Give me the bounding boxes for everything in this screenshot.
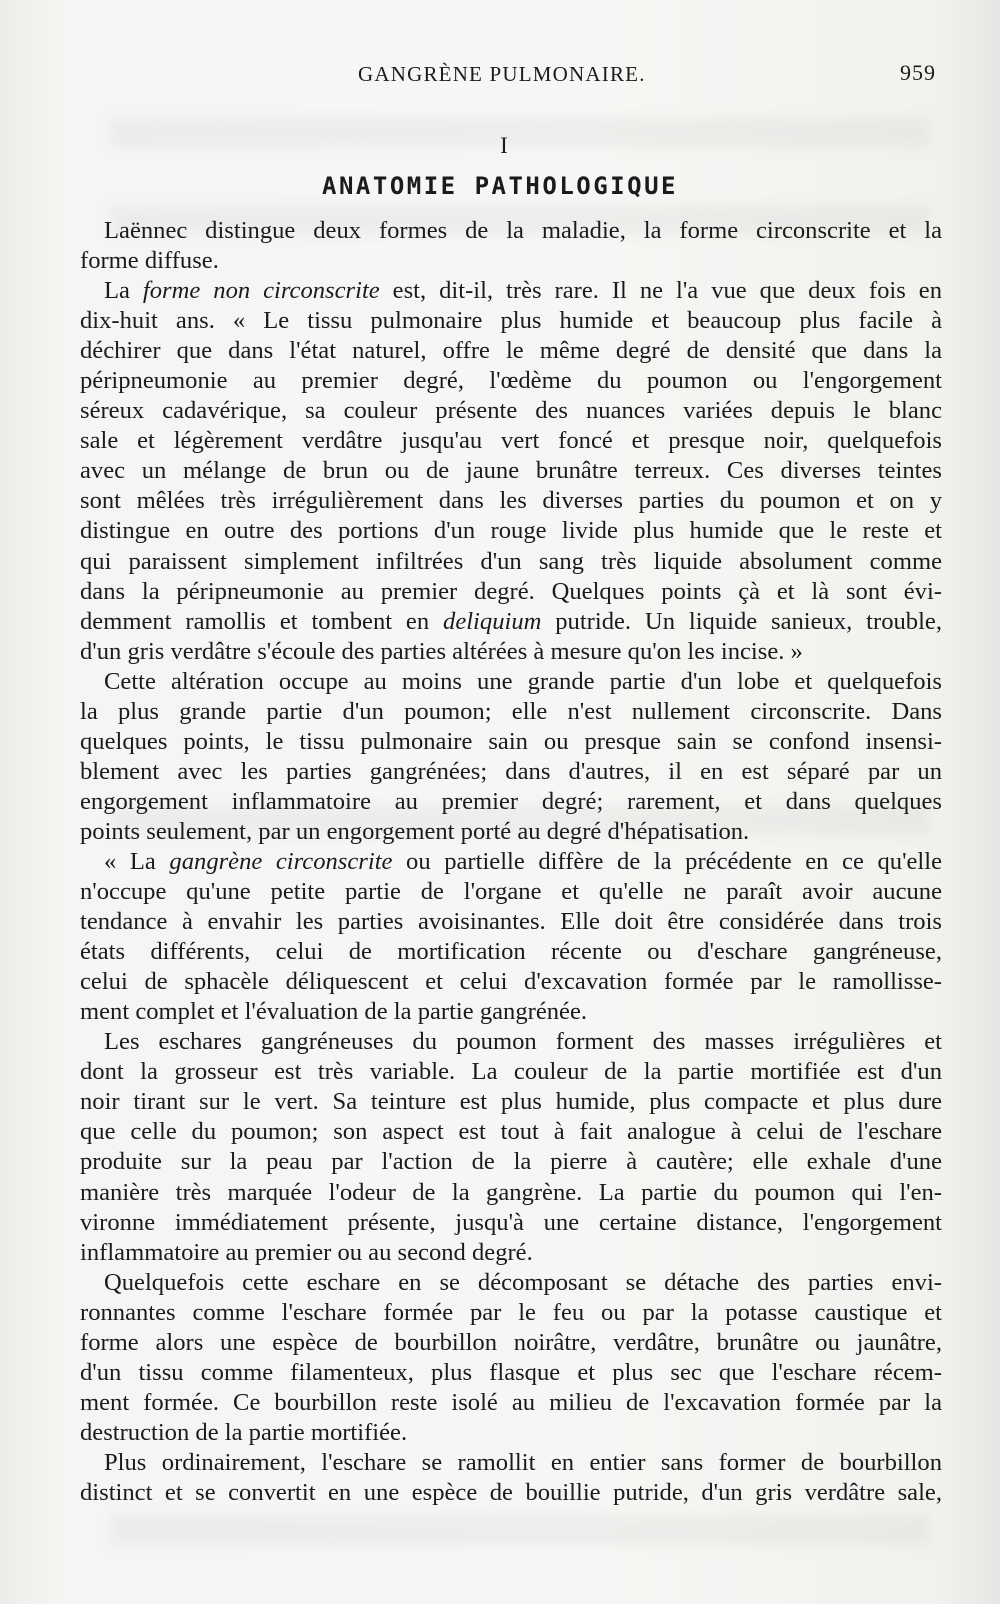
text-run: « La	[104, 847, 170, 875]
text-line	[80, 607, 942, 637]
text-run: inflammatoire au premier ou au second degré.	[80, 1238, 533, 1266]
text-run: noir tirant sur le vert. Sa teinture est plus humide, plus compacte et plus dure	[80, 1088, 942, 1116]
text-run: la plus grande partie d'un poumon; elle n'est nullement circonscrite. Dans	[80, 697, 942, 725]
text-run: ment complet et l'évaluation de la partie gangrénée.	[80, 998, 588, 1026]
show-through-shadow	[110, 1515, 930, 1545]
text-run: Les eschares gangréneuses du poumon forment des masses irrégulières et	[104, 1028, 942, 1056]
text-line	[80, 817, 942, 847]
running-title: GANGRÈNE PULMONAIRE.	[358, 62, 646, 86]
italic-text: forme non circonscrite	[142, 277, 380, 305]
text-run: blement avec les parties gangrénées; dans d'autres, il en est séparé par un	[80, 757, 942, 785]
text-line	[80, 456, 942, 486]
body-text	[80, 216, 942, 1508]
text-line	[80, 366, 942, 396]
text-line	[80, 877, 942, 907]
text-run: n'occupe qu'une petite partie de l'organe et qu'elle ne paraît avoir aucune	[80, 878, 942, 906]
text-run: distinct et se convertit en une espèce de bouillie putride, d'un gris verdâtre sale,	[80, 1478, 942, 1506]
text-run: sont mêlées très irrégulièrement dans les diverses parties du poumon et on y	[80, 487, 942, 515]
text-run: distingue en outre des portions d'un rouge livide plus humide que le reste et	[80, 517, 942, 545]
text-line	[80, 276, 942, 306]
text-line	[80, 1268, 942, 1298]
text-line	[80, 306, 942, 336]
text-line	[80, 997, 942, 1027]
text-line	[80, 396, 942, 426]
text-line	[80, 216, 942, 246]
text-run: forme alors une espèce de bourbillon noirâtre, verdâtre, brunâtre ou jaunâtre,	[80, 1328, 942, 1356]
text-run: ment formée. Ce bourbillon reste isolé au milieu de l'excavation formée par la	[80, 1388, 942, 1416]
italic-text: gangrène circonscrite	[169, 847, 393, 875]
text-run: Plus ordinairement, l'eschare se ramollit en entier sans former de bourbillon	[104, 1448, 942, 1476]
text-line	[80, 1418, 942, 1448]
text-run: celui de sphacèle déliquescent et celui d'excavation formée par le ramollisse-	[80, 968, 942, 996]
text-run: engorgement inflammatoire au premier degré; rarement, et dans quelques	[80, 787, 942, 815]
text-run: états différents, celui de mortification récente ou d'eschare gangréneuse,	[80, 938, 942, 966]
text-run: ronnantes comme l'eschare formée par le feu ou par la potasse caustique et	[80, 1298, 942, 1326]
text-run: Cette altération occupe au moins une grande partie d'un lobe et quelquefois	[104, 667, 942, 695]
text-line	[80, 1358, 942, 1388]
text-run: forme diffuse.	[80, 247, 219, 275]
text-run: produite sur la peau par l'action de la pierre à cautère; elle exhale d'une	[80, 1148, 942, 1176]
section-number: I	[500, 133, 508, 158]
section-title: ANATOMIE PATHOLOGIQUE	[322, 172, 678, 200]
text-line	[80, 516, 942, 546]
text-run: sale et légèrement verdâtre jusqu'au vert foncé et presque noir, quelquefois	[80, 427, 942, 455]
text-run: d'un tissu comme filamenteux, plus flasque et plus sec que l'eschare récem-	[80, 1358, 942, 1386]
text-run: que celle du poumon; son aspect est tout à fait analogue à celui de l'eschare	[80, 1118, 942, 1146]
running-head	[0, 62, 1000, 92]
text-line	[80, 1147, 942, 1177]
text-run: qui paraissent simplement infiltrées d'un sang très liquide absolument comme	[80, 547, 942, 575]
text-line	[80, 967, 942, 997]
text-line	[80, 547, 942, 577]
page-number: 959	[900, 60, 936, 85]
text-run: quelques points, le tissu pulmonaire sain ou presque sain se confond insensi-	[80, 727, 942, 755]
text-line	[80, 1117, 942, 1147]
text-line	[80, 486, 942, 516]
text-run: dont la grosseur est très variable. La couleur de la partie mortifiée est d'un	[80, 1058, 942, 1086]
text-line	[80, 1298, 942, 1328]
text-run: La	[104, 277, 143, 305]
italic-text: deliquium	[443, 607, 542, 635]
text-run: destruction de la partie mortifiée.	[80, 1418, 408, 1446]
text-run: tendance à envahir les parties avoisinantes. Elle doit être considérée dans trois	[80, 908, 942, 936]
text-line	[80, 1238, 942, 1268]
text-run: est, dit-il, très rare. Il ne l'a vue que deux fois en	[379, 277, 943, 305]
text-line	[80, 937, 942, 967]
text-line	[80, 727, 942, 757]
text-line	[80, 697, 942, 727]
text-run: Laënnec distingue deux formes de la maladie, la forme circonscrite et la	[104, 217, 942, 244]
text-run: Quelquefois cette eschare en se décomposant se détache des parties envi-	[104, 1268, 942, 1296]
text-line	[80, 637, 942, 667]
text-run: d'un gris verdâtre s'écoule des parties altérées à mesure qu'on les incise. »	[80, 637, 803, 665]
text-run: manière très marquée l'odeur de la gangrène. La partie du poumon qui l'en-	[80, 1178, 942, 1206]
text-run: séreux cadavérique, sa couleur présente des nuances variées depuis le blanc	[80, 397, 942, 425]
text-line	[80, 1057, 942, 1087]
text-line	[80, 1178, 942, 1208]
text-run: demment ramollis et tombent en	[80, 607, 444, 635]
text-line	[80, 1478, 942, 1508]
text-line	[80, 667, 942, 697]
text-line	[80, 1027, 942, 1057]
text-line	[80, 1328, 942, 1358]
text-run: péripneumonie au premier degré, l'œdème du poumon ou l'engorgement	[80, 367, 942, 395]
text-run: dans la péripneumonie au premier degré. Quelques points çà et là sont évi-	[80, 577, 942, 605]
text-run: ou partielle diffère de la précédente en ce qu'elle	[392, 847, 942, 875]
text-line	[80, 907, 942, 937]
text-line	[80, 1087, 942, 1117]
text-line	[80, 787, 942, 817]
text-run: avec un mélange de brun ou de jaune brunâtre terreux. Ces diverses teintes	[80, 457, 942, 485]
text-run: points seulement, par un engorgement porté au degré d'hépatisation.	[80, 817, 750, 845]
text-line	[80, 246, 942, 276]
text-line	[80, 1388, 942, 1418]
text-run: vironne immédiatement présente, jusqu'à une certaine distance, l'engorgement	[80, 1208, 942, 1236]
text-line	[80, 847, 942, 877]
text-run: putride. Un liquide sanieux, trouble,	[541, 607, 942, 635]
text-line	[80, 1448, 942, 1478]
text-line	[80, 336, 942, 366]
text-line	[80, 757, 942, 787]
text-line	[80, 1208, 942, 1238]
text-run: dix-huit ans. « Le tissu pulmonaire plus humide et beaucoup plus facile à	[80, 307, 942, 335]
text-line	[80, 426, 942, 456]
text-run: déchirer que dans l'état naturel, offre le même degré de densité que dans la	[80, 337, 942, 365]
text-line	[80, 577, 942, 607]
